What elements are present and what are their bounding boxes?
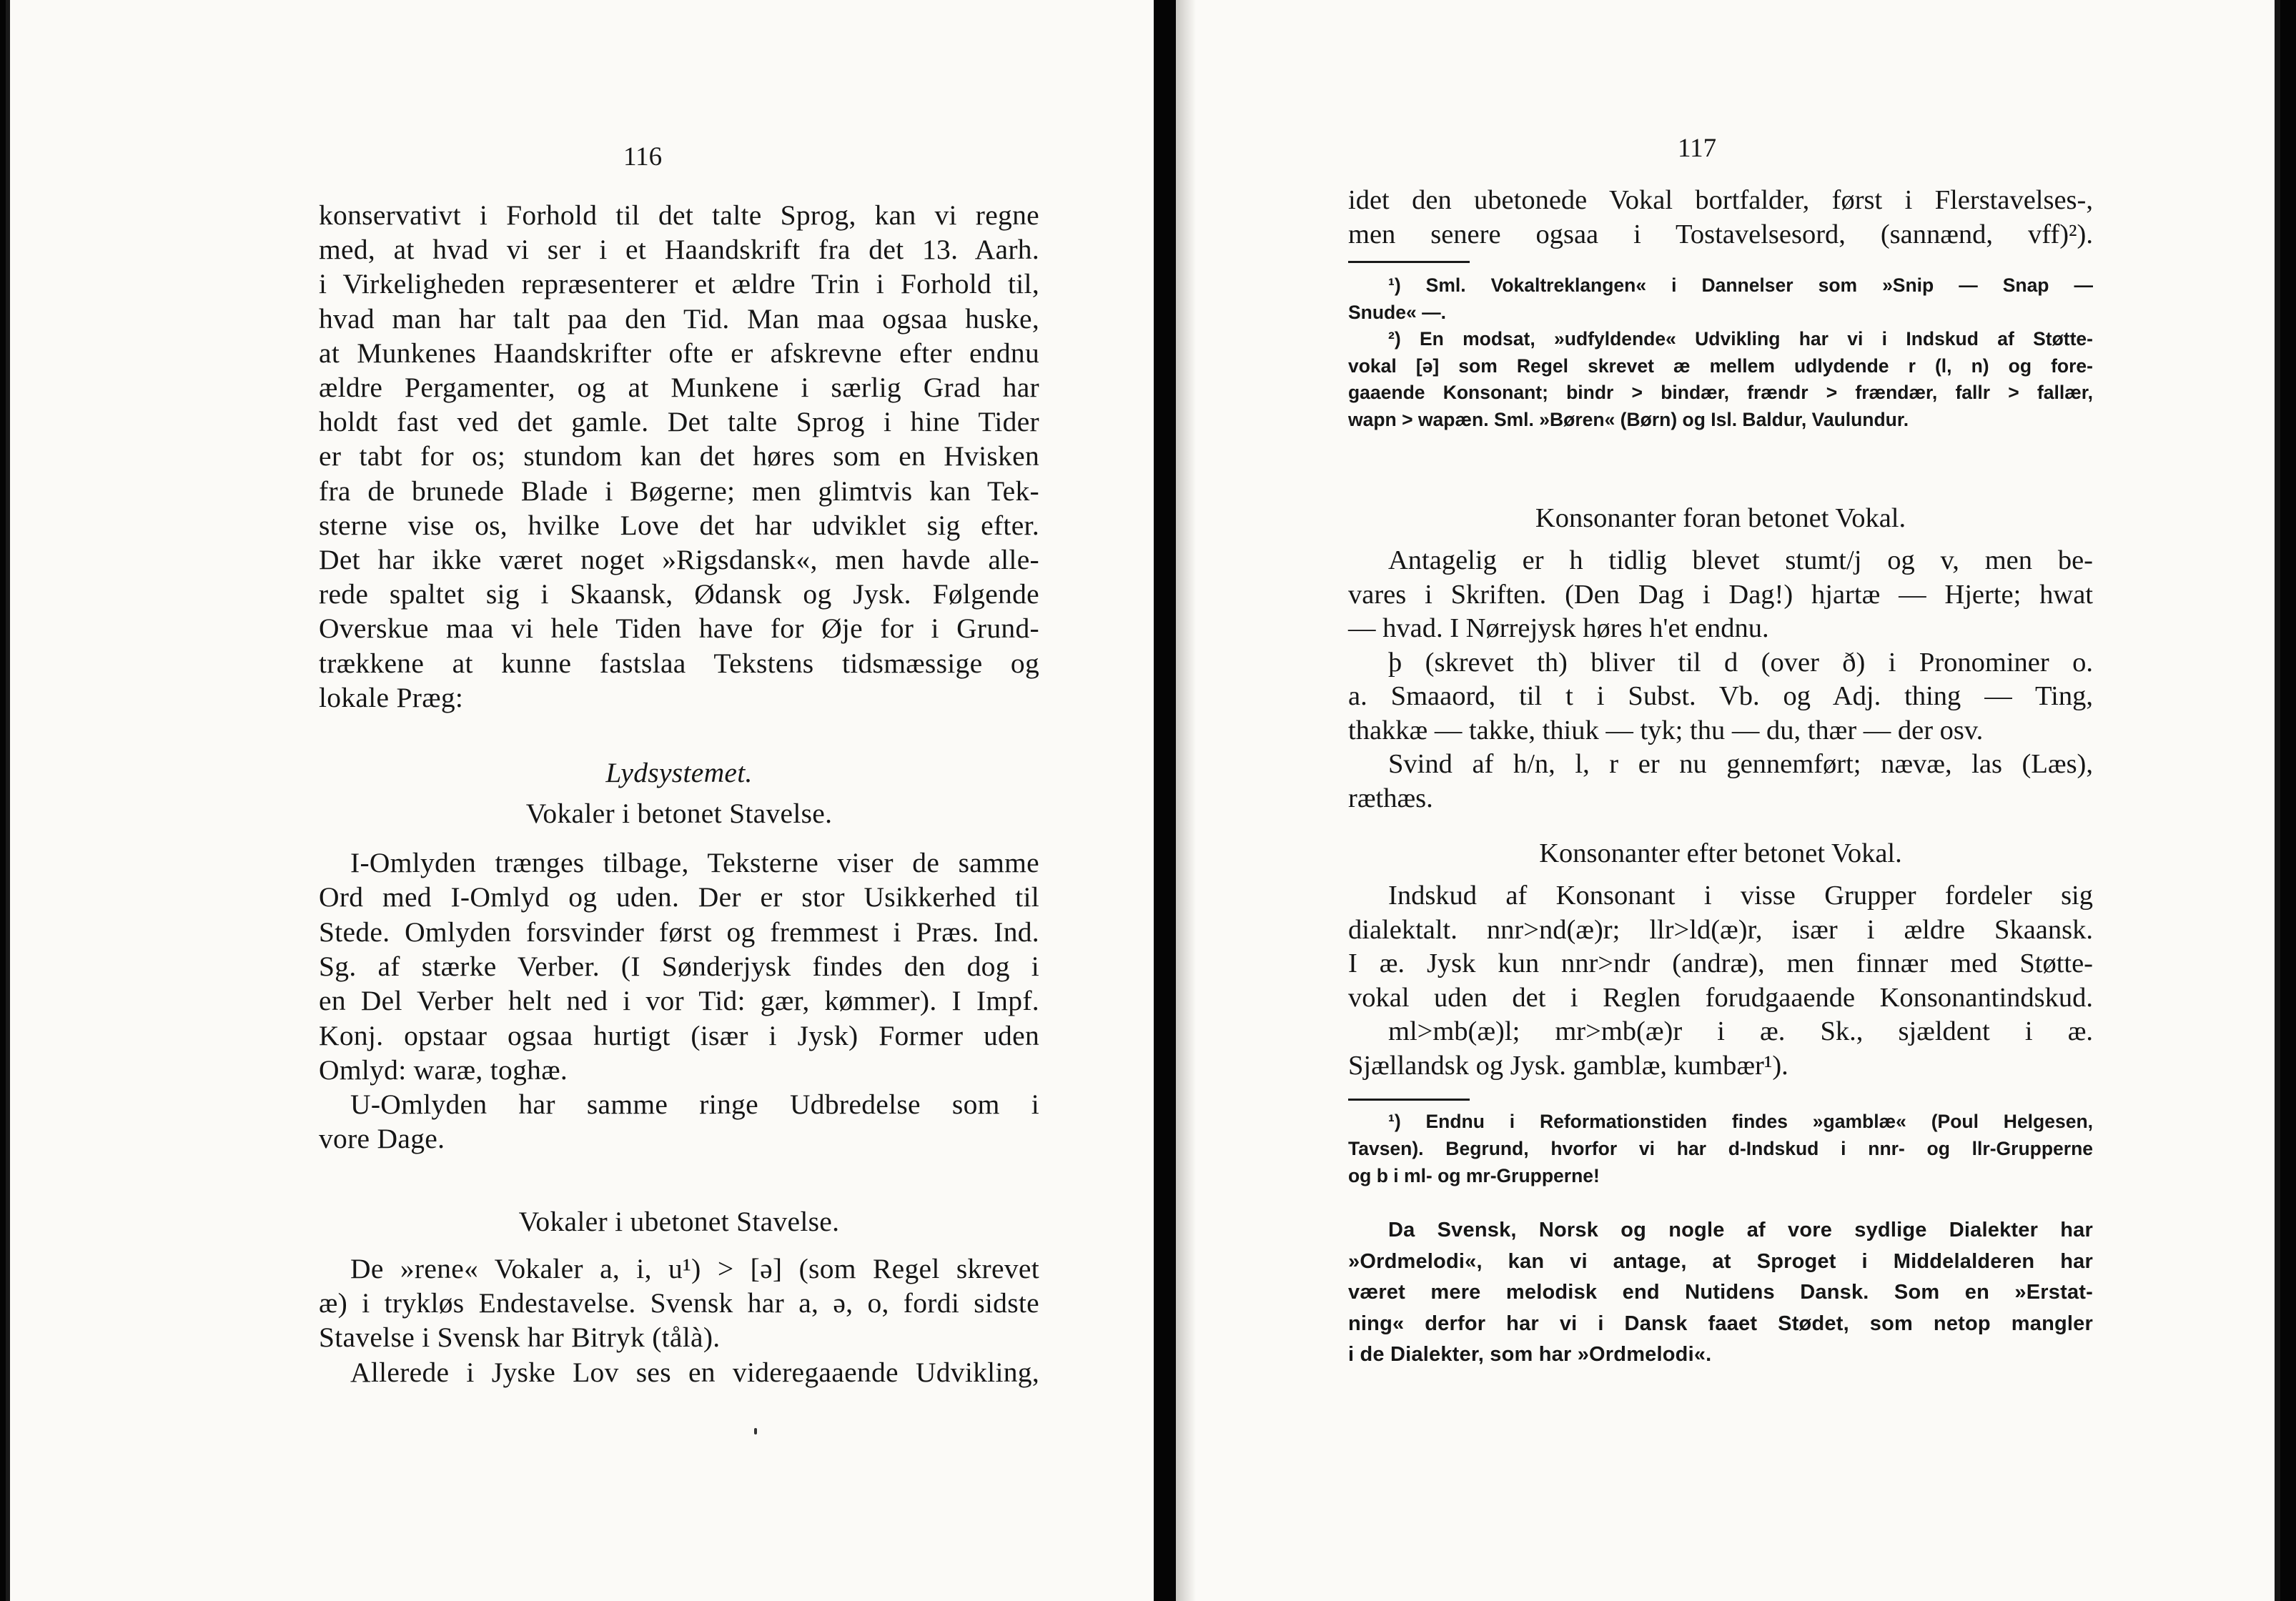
- text-line: U-Omlyden har samme ringe Udbredelse som i: [350, 1089, 1039, 1121]
- text-line: men senere ogsaa i Tostavelsesord, (sannænd, vff)²).: [1348, 219, 2093, 249]
- text-line: Antagelig er h tidlig blevet stumt/j og v, men be-: [1388, 545, 2093, 575]
- text-line: trækkene at kunne fastslaa Tekstens tidsmæssige og: [319, 647, 1039, 679]
- text-line: Overskue maa vi hele Tiden have for Øje for i Grund-: [319, 613, 1039, 645]
- text-line: I æ. Jysk kun nnr>ndr (andræ), men finnær med Støtte-: [1348, 948, 2093, 978]
- text-line: lokale Præg:: [319, 681, 464, 713]
- text-line: a. Smaaord, til t i Subst. Vb. og Adj. thing — Ting,: [1348, 681, 2093, 711]
- text-line: Konj. opstaar ogsaa hurtigt (især i Jysk) Former uden: [319, 1019, 1039, 1051]
- text-line: og b i ml- og mr-Grupperne!: [1348, 1165, 1600, 1186]
- text-line: — hvad. I Nørrejysk høres h'et endnu.: [1348, 613, 1769, 643]
- text-line: Snude« —.: [1348, 301, 1446, 323]
- text-line: thakkæ — takke, thiuk — tyk; thu — du, thær — der osv.: [1348, 715, 1984, 745]
- text-line: sterne vise os, hvilke Love det har udviklet sig efter.: [319, 509, 1039, 541]
- text-line: en Del Verber helt ned i vor Tid: gær, kømmer). I Impf.: [319, 985, 1039, 1017]
- text-line: Indskud af Konsonant i visse Grupper fordeler sig: [1388, 881, 2093, 911]
- text-line: Omlyd: waræ, toghæ.: [319, 1054, 568, 1086]
- text-line: vares i Skriften. (Den Dag i Dag!) hjartæ — Hjerte; hwat: [1348, 579, 2093, 610]
- text-line: gaaende Konsonant; bindr > bindær, frændr > frændær, fallr > fallær,: [1348, 382, 2093, 403]
- text-line: rede spaltet sig i Skaansk, Ødansk og Jysk. Følgende: [319, 578, 1039, 610]
- text-line: vore Dage.: [319, 1123, 445, 1155]
- text-line: i de Dialekter, som har »Ordmelodi«.: [1348, 1343, 1712, 1366]
- text-line: fra de brunede Blade i Bøgerne; men glimtvis kan Tek-: [319, 475, 1039, 507]
- page-number: 116: [623, 142, 663, 172]
- text-line: wapn > wapæn. Sml. »Børen« (Børn) og Isl. Baldur, Vaulundur.: [1348, 408, 1909, 430]
- text-line: Tavsen). Begrund, hvorfor vi har d-Indskud i nnr- og llr-Grupperne: [1348, 1138, 2093, 1159]
- footnote-rule: [1348, 261, 1470, 263]
- text-line: været mere melodisk end Nutidens Dansk. Som en »Erstat-: [1348, 1281, 2093, 1304]
- page-number: 117: [1678, 134, 1717, 163]
- heading-vokaler-betonet: Vokaler i betonet Stavelse.: [525, 798, 833, 829]
- text-line: Allerede i Jyske Lov ses en videregaaende Udvikling,: [350, 1356, 1039, 1388]
- text-line: vokal uden det i Reglen forudgaaende Konsonantindskud.: [1348, 982, 2093, 1013]
- text-line: ²) En modsat, »udfyldende« Udvikling har vi i Indskud af Støtte-: [1388, 328, 2093, 350]
- text-line: idet den ubetonede Vokal bortfalder, først i Flerstavelses-,: [1348, 185, 2093, 215]
- left-page: [6, 0, 1154, 1601]
- text-line: hvad man har talt paa den Tid. Man maa ogsaa huske,: [319, 302, 1039, 334]
- text-line: dialektalt. nnr>nd(æ)r; llr>ld(æ)r, især i ældre Skaansk.: [1348, 914, 2093, 945]
- text-line: ml>mb(æ)l; mr>mb(æ)r i æ. Sk., sjældent i æ.: [1388, 1016, 2093, 1046]
- text-line: Da Svensk, Norsk og nogle af vore sydlige Dialekter har: [1388, 1219, 2093, 1241]
- text-line: æ) i trykløs Endestavelse. Svensk har a, ə, o, fordi sidste: [319, 1287, 1039, 1319]
- text-line: vokal [ə] som Regel skrevet æ mellem udlydende r (l, n) og fore-: [1348, 355, 2093, 377]
- text-line: ¹) Endnu i Reformationstiden findes »gamblæ« (Poul Helgesen,: [1388, 1111, 2093, 1132]
- text-line: Stavelse i Svensk har Bitryk (tålà).: [319, 1322, 721, 1354]
- text-line: er tabt for os; stundom kan det høres som en Hvisken: [319, 440, 1039, 472]
- text-line: ældre Pergamenter, og at Munkene i særlig Grad har: [319, 372, 1039, 403]
- text-line: konservativt i Forhold til det talte Sprog, kan vi regne: [319, 199, 1039, 231]
- text-line: De »rene« Vokaler a, i, u¹) > [ə] (som Regel skrevet: [350, 1253, 1039, 1284]
- ink-speck: [754, 1428, 757, 1434]
- right-body: [1348, 0, 2093, 1601]
- text-line: Stede. Omlyden forsvinder først og fremmest i Præs. Ind.: [319, 916, 1039, 948]
- heading-lydsystemet: Lydsystemet.: [605, 757, 753, 788]
- heading-vokaler-ubetonet: Vokaler i ubetonet Stavelse.: [518, 1206, 840, 1237]
- text-line: ning« derfor har vi i Dansk faaet Stødet, som netop mangler: [1348, 1312, 2093, 1335]
- heading-konsonanter-foran: Konsonanter foran betonet Vokal.: [1535, 503, 1906, 533]
- text-line: Det har ikke været noget »Rigsdansk«, men havde alle-: [319, 544, 1039, 575]
- text-line: Sjællandsk og Jysk. gamblæ, kumbær¹).: [1348, 1050, 1788, 1081]
- text-line: I-Omlyden trænges tilbage, Teksterne viser de samme: [350, 847, 1039, 878]
- text-line: »Ordmelodi«, kan vi antage, at Sproget i Middelalderen har: [1348, 1249, 2093, 1273]
- text-line: Svind af h/n, l, r er nu gennemført; nævæ, las (Læs),: [1388, 749, 2093, 779]
- text-line: holdt fast ved det gamle. Det talte Sprog i hine Tider: [319, 406, 1039, 438]
- heading-konsonanter-efter: Konsonanter efter betonet Vokal.: [1539, 838, 1902, 868]
- text-line: Ord med I-Omlyd og uden. Der er stor Usikkerhed til: [319, 881, 1039, 913]
- footnote-rule: [1348, 1099, 1470, 1101]
- right-page: [1176, 0, 2280, 1601]
- text-line: þ (skrevet th) bliver til d (over ð) i Pronominer o.: [1388, 647, 2093, 678]
- left-body: [319, 0, 1039, 1601]
- text-line: ¹) Sml. Vokaltreklangen« i Dannelser som »Snip — Snap —: [1388, 274, 2093, 296]
- text-line: med, at hvad vi ser i et Haandskrift fra det 13. Aarh.: [319, 234, 1039, 266]
- text-line: Sg. af stærke Verber. (I Sønderjysk findes den dog i: [319, 950, 1039, 982]
- text-line: i Virkeligheden repræsenterer et ældre Trin i Forhold til,: [319, 268, 1039, 300]
- text-line: at Munkenes Haandskrifter ofte er afskrevne efter endnu: [319, 337, 1039, 369]
- text-line: ræthæs.: [1348, 783, 1433, 813]
